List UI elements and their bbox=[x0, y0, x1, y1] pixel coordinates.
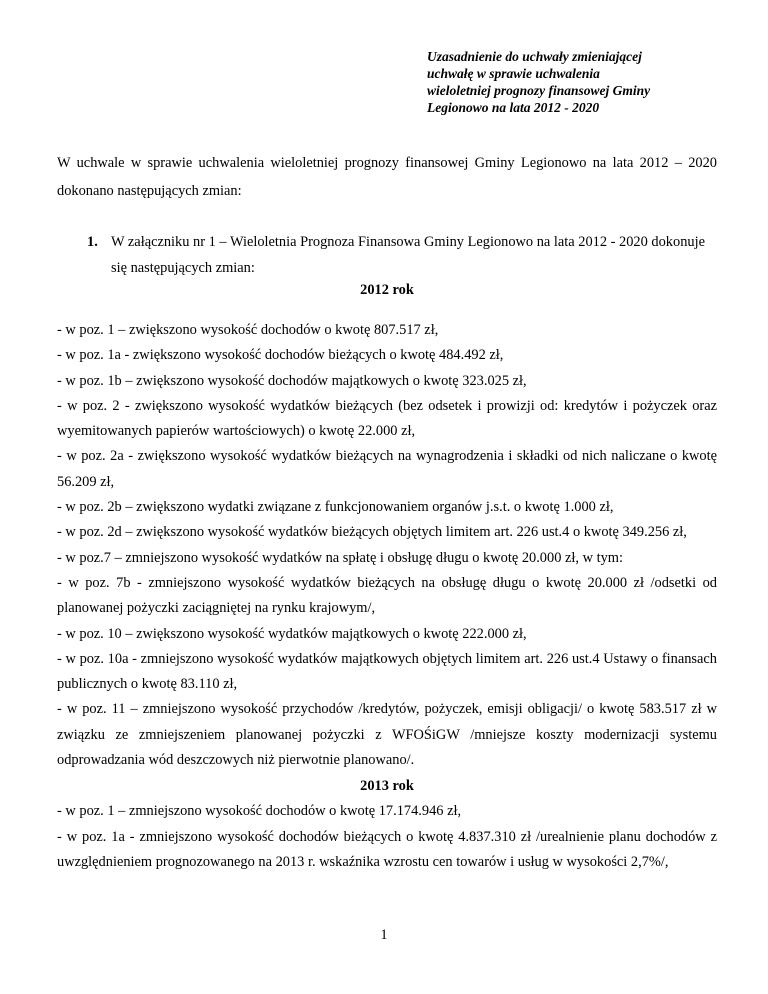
document-heading bbox=[427, 48, 727, 116]
section-title-2013: 2013 rok bbox=[360, 778, 414, 795]
change-entry: - w poz. 7b - zmniejszono wysokość wydatków bieżących na obsługę długu o kwotę 20.000 zł /odsetki od planowanej pożyczki zaciągniętej na rynku krajowym/, bbox=[57, 574, 717, 617]
changes-list bbox=[57, 318, 717, 875]
heading-line: Uzasadnienie do uchwały zmieniającej bbox=[427, 49, 642, 64]
change-entry: - w poz. 1a - zmniejszono wysokość dochodów bieżących o kwotę 4.837.310 zł /urealnienie planu dochodów z uwzględnieniem prognozowanego na 2013 r. wskaźnika wzrostu cen towarów i usług w wysokości 2,7%/, bbox=[57, 828, 717, 870]
list-item-1 bbox=[87, 229, 717, 281]
change-entry: - w poz.7 – zmniejszono wysokość wydatków na spłatę i obsługę długu o kwotę 20.000 zł, w tym: bbox=[57, 549, 623, 566]
change-entry: - w poz. 2d – zwiększono wysokość wydatków bieżących objętych limitem art. 226 ust.4 o kwotę 349.256 zł, bbox=[57, 524, 687, 541]
heading-line: uchwałę w sprawie uchwalenia bbox=[427, 66, 600, 81]
change-entry: - w poz. 1 – zwiększono wysokość dochodów o kwotę 807.517 zł, bbox=[57, 322, 439, 338]
intro-paragraph: W uchwale w sprawie uchwalenia wieloletniej prognozy finansowej Gminy Legionowo na lata 2012 – 2020 dokonano następujących zmian: bbox=[57, 155, 717, 199]
change-entry: - w poz. 2 - zwiększono wysokość wydatków bieżących (bez odsetek i prowizji od: kredytów i pożyczek oraz wyemitowanych papierów wartościowych) o kwotę 22.000 zł, bbox=[57, 397, 717, 440]
change-entry: - w poz. 1a - zwiększono wysokość dochodów bieżących o kwotę 484.492 zł, bbox=[57, 347, 504, 364]
change-entry: - w poz. 1 – zmniejszono wysokość dochodów o kwotę 17.174.946 zł, bbox=[57, 803, 462, 820]
list-item-number: 1. bbox=[87, 234, 98, 250]
change-entry: - w poz. 11 – zmniejszono wysokość przychodów /kredytów, pożyczek, emisji obligacji/ o kwotę 583.517 zł w związku ze zmniejszeniem planowanej pożyczki z WFOŚiGW /mniejsze koszty modernizacji systemu odprowadzania wód deszczowych niż pierwotnie planowano/. bbox=[57, 701, 717, 769]
heading-line: wieloletniej prognozy finansowej Gminy bbox=[427, 83, 651, 98]
change-entry: - w poz. 1b – zwiększono wysokość dochodów majątkowych o kwotę 323.025 zł, bbox=[57, 372, 527, 389]
change-entry: - w poz. 10a - zmniejszono wysokość wydatków majątkowych objętych limitem art. 226 ust.4 Ustawy o finansach publicznych o kwotę 83.110 zł, bbox=[57, 650, 717, 693]
change-entry: - w poz. 2a - zwiększono wysokość wydatków bieżących na wynagrodzenia i składki od nich naliczane o kwotę 56.209 zł, bbox=[57, 448, 717, 490]
heading-line: Legionowo na lata 2012 - 2020 bbox=[427, 100, 600, 115]
list-item-text: W załączniku nr 1 – Wieloletnia Prognoza Finansowa Gminy Legionowo na lata 2012 - 2020 dokonuje się następujących zmian: bbox=[111, 234, 705, 276]
section-title-2012: 2012 rok bbox=[360, 282, 414, 298]
change-entry: - w poz. 2b – zwiększono wydatki związane z funkcjonowaniem organów j.s.t. o kwotę 1.000 zł, bbox=[57, 499, 614, 516]
page-number: 1 bbox=[380, 927, 388, 943]
change-entry: - w poz. 10 – zwiększono wysokość wydatków majątkowych o kwotę 222.000 zł, bbox=[57, 625, 527, 642]
